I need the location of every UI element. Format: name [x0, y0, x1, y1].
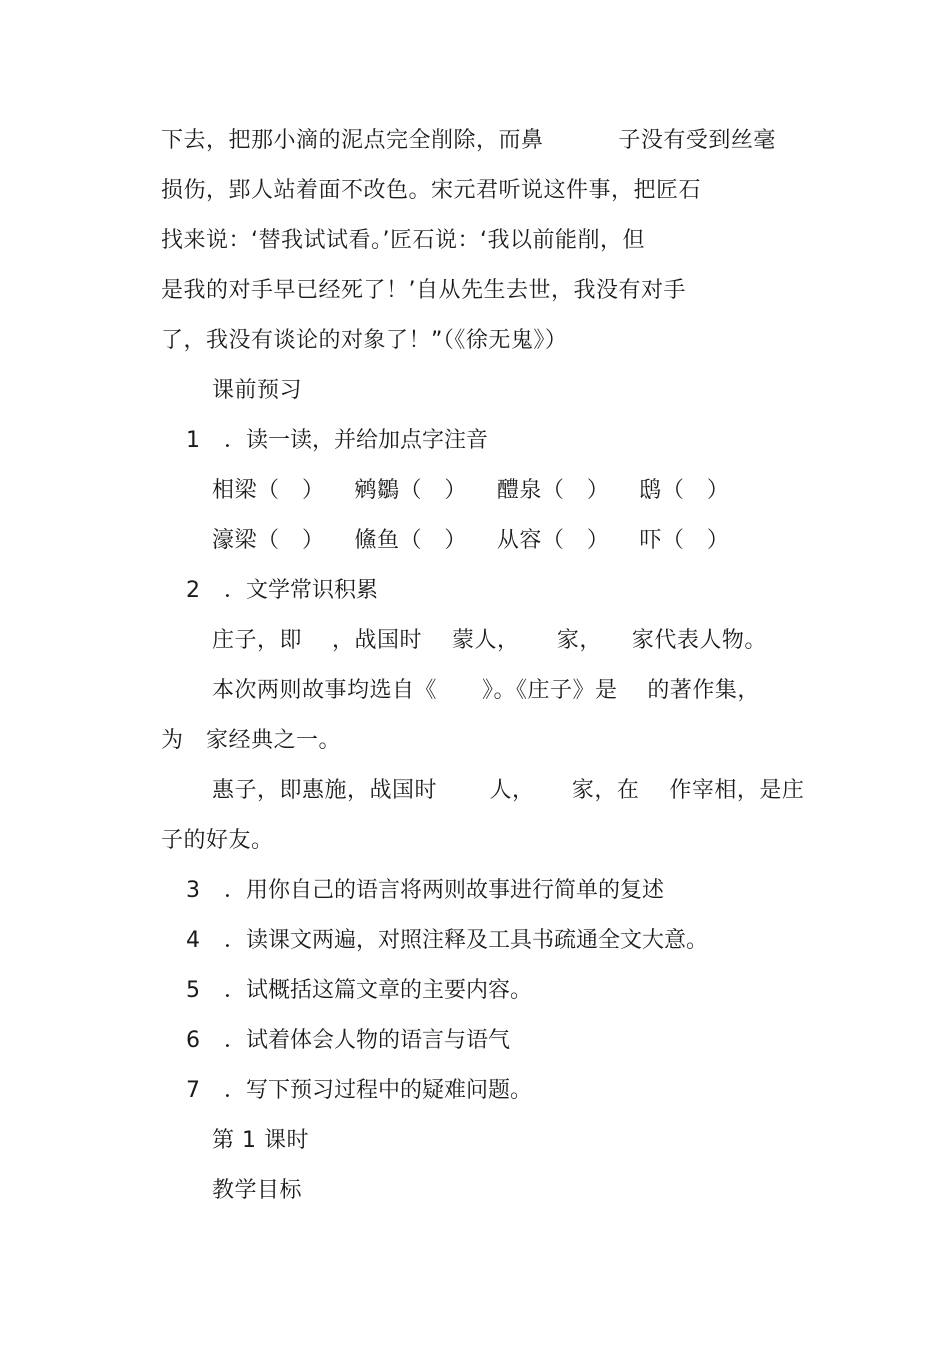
item-text-5: ．试概括这篇文章的主要内容。: [224, 978, 533, 1003]
item-text-7: ．写下预习过程中的疑难问题。: [224, 1078, 533, 1103]
passage-line-4: 是我的对手早已经死了！’自从先生去世，我没有对手: [161, 278, 686, 303]
item-text-1: ．读一读，并给加点字注音: [224, 428, 489, 453]
item-number-6: 6: [186, 1028, 200, 1053]
pinyin-row-1: 相梁（ ） 鹓鶵（ ） 醴泉（ ） 鸱（ ）: [212, 478, 730, 503]
item-number-5: 5: [186, 978, 200, 1003]
item-number-7: 7: [186, 1078, 200, 1103]
item-number-4: 4: [186, 928, 200, 953]
pinyin-row-2: 濠梁（ ） 鯈鱼（ ） 从容（ ） 吓（ ）: [212, 528, 730, 553]
section-title: 课前预习: [212, 378, 303, 403]
literature-line-2: 本次两则故事均选自《 》。《庄子》是 的著作集，: [212, 678, 760, 703]
passage-line-1: 下去，把那小滴的泥点完全削除，而鼻 子没有受到丝毫: [161, 128, 776, 153]
literature-line-5: 子的好友。: [161, 828, 274, 853]
passage-line-2: 损伤，郢人站着面不改色。宋元君听说这件事，把匠石: [161, 178, 702, 203]
passage-line-3: 找来说：‘替我试试看。’匠石说：‘我以前能削，但: [161, 228, 645, 253]
literature-line-4: 惠子，即惠施，战国时 人， 家，在 作宰相，是庄: [212, 778, 805, 803]
teaching-goal-heading: 教学目标: [212, 1178, 303, 1203]
passage-line-5: 了，我没有谈论的对象了！”（《徐无鬼》）: [161, 328, 568, 353]
item-number-1: 1: [186, 428, 200, 453]
item-text-6: ．试着体会人物的语言与语气: [224, 1028, 511, 1053]
item-text-2: ．文学常识积累: [224, 578, 379, 603]
literature-line-3: 为 家经典之一。: [161, 728, 341, 753]
lesson-heading: 第 1 课时: [212, 1128, 309, 1153]
item-number-2: 2: [186, 578, 200, 603]
item-text-4: ．读课文两遍，对照注释及工具书疏通全文大意。: [224, 928, 709, 953]
literature-line-1: 庄子，即 ，战国时 蒙人， 家， 家代表人物。: [212, 628, 767, 653]
item-text-3: ．用你自己的语言将两则故事进行简单的复述: [224, 878, 665, 903]
item-number-3: 3: [186, 878, 200, 903]
